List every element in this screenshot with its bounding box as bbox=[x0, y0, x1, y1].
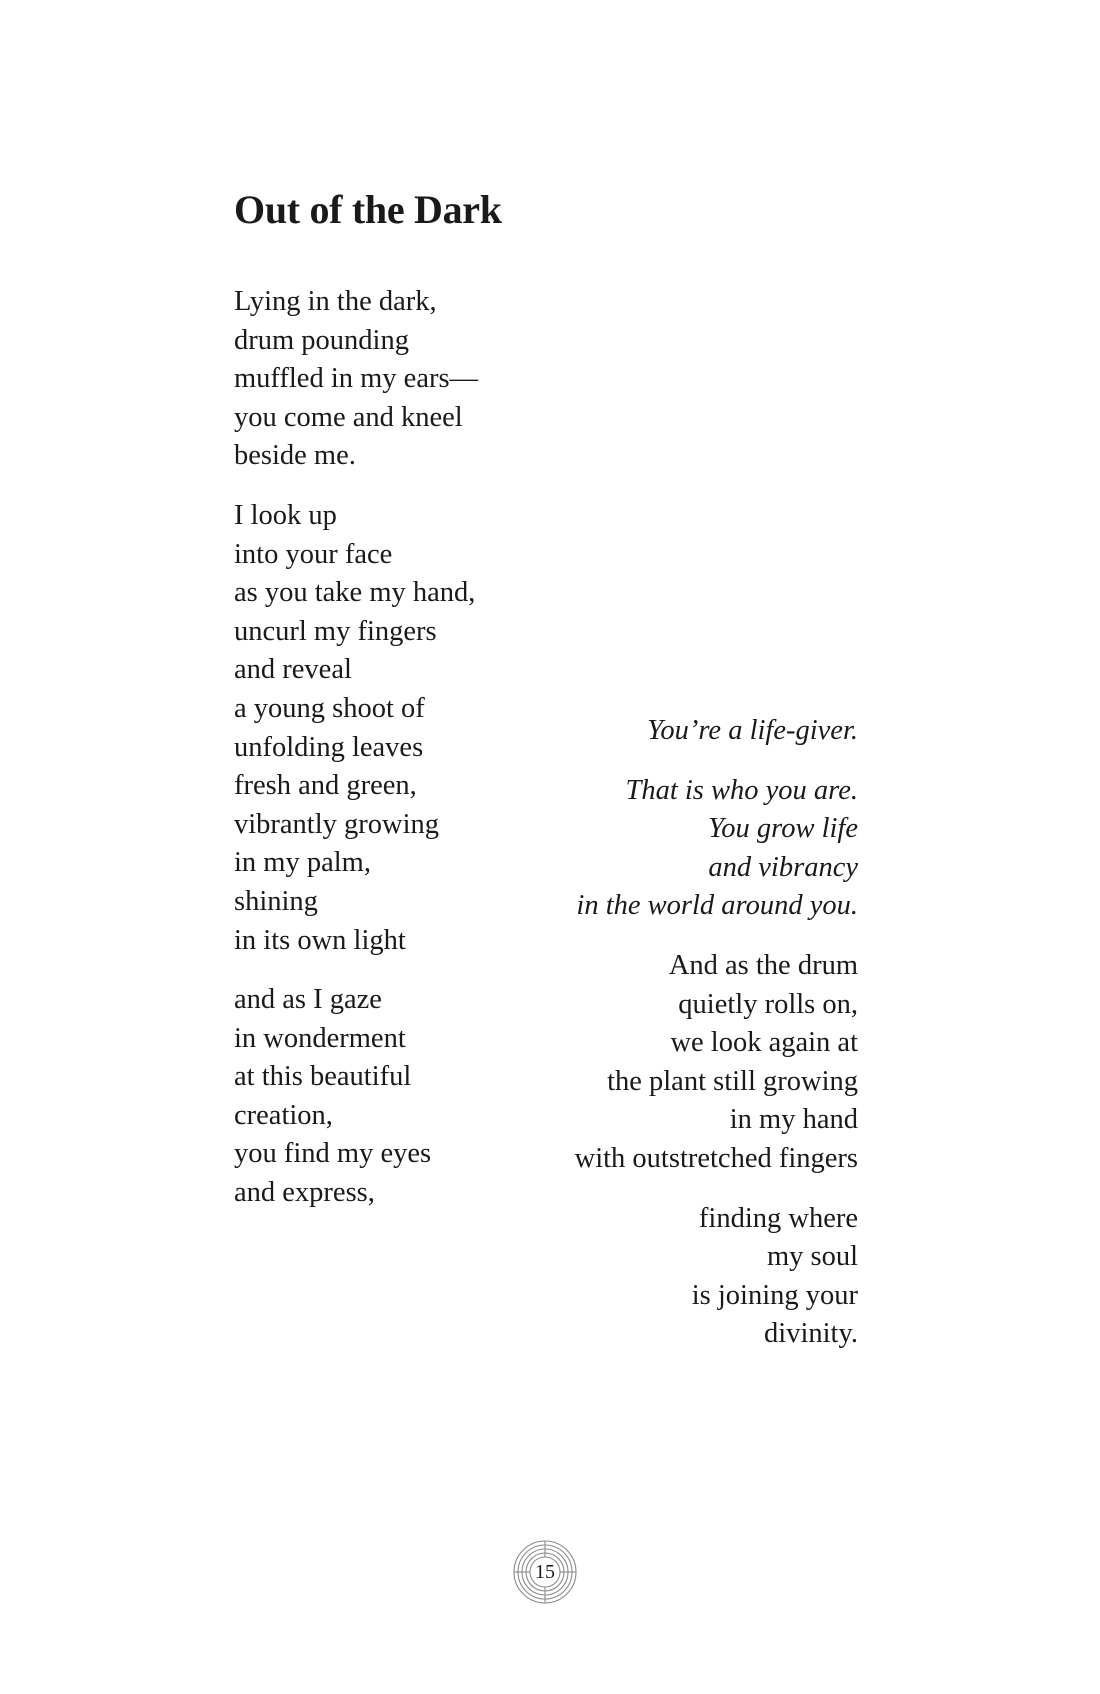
stanza-4 bbox=[540, 712, 858, 751]
poem-line: fresh and green, bbox=[234, 770, 417, 802]
poem-line: divinity. bbox=[764, 1318, 858, 1350]
page-number-text: 15 bbox=[535, 1561, 555, 1583]
stanza-5 bbox=[540, 772, 858, 926]
poem-line: we look again at bbox=[670, 1027, 858, 1059]
poem-line: you come and kneel bbox=[234, 401, 463, 433]
stanza-6 bbox=[540, 947, 858, 1179]
poem-line: finding where bbox=[698, 1202, 858, 1234]
poem-line: uncurl my fingers bbox=[234, 615, 437, 647]
poem-line: in its own light bbox=[234, 924, 406, 956]
page-title: Out of the Dark bbox=[234, 187, 502, 232]
poem-line: into your face bbox=[234, 538, 393, 570]
poem-line: You grow life bbox=[708, 813, 858, 845]
poem-line: And as the drum bbox=[668, 949, 858, 981]
poem-line: muffled in my ears— bbox=[234, 363, 479, 395]
poem-line: as you take my hand, bbox=[234, 577, 476, 609]
poem-line: drum pounding bbox=[234, 324, 409, 356]
poem-line: my soul bbox=[766, 1241, 858, 1273]
poem-line: in my hand bbox=[729, 1104, 858, 1136]
poem-line: in the world around you. bbox=[576, 890, 858, 922]
poem-line: That is who you are. bbox=[625, 774, 858, 806]
poem-line: in wonderment bbox=[234, 1022, 406, 1054]
poem-line: shining bbox=[234, 885, 318, 917]
poem-line: beside me. bbox=[234, 440, 356, 472]
poem-line: and express, bbox=[234, 1177, 375, 1209]
stanza-7 bbox=[540, 1200, 858, 1354]
poem-line: You’re a life-giver. bbox=[647, 715, 858, 746]
poem-line: Lying in the dark, bbox=[234, 286, 437, 317]
poem-line: a young shoot of bbox=[234, 692, 425, 724]
page-number bbox=[513, 1540, 577, 1604]
poem-line: I look up bbox=[234, 499, 337, 531]
poem-line: the plant still growing bbox=[607, 1065, 858, 1097]
poem-line: creation, bbox=[234, 1099, 333, 1131]
poem-line: quietly rolls on, bbox=[678, 988, 858, 1020]
poem-line: is joining your bbox=[691, 1279, 858, 1311]
poem-line: at this beautiful bbox=[234, 1061, 412, 1093]
poem-line: and vibrancy bbox=[708, 851, 858, 883]
stanza-1 bbox=[234, 283, 594, 476]
poem-line: unfolding leaves bbox=[234, 731, 424, 763]
poem-line: and reveal bbox=[234, 654, 352, 686]
poem-right-column bbox=[540, 712, 858, 1354]
poem-line: vibrantly growing bbox=[234, 808, 440, 840]
poem-line: with outstretched fingers bbox=[574, 1142, 858, 1174]
poem-line: you find my eyes bbox=[234, 1138, 432, 1170]
poem-line: and as I gaze bbox=[234, 984, 382, 1016]
poem-line: in my palm, bbox=[234, 847, 371, 879]
